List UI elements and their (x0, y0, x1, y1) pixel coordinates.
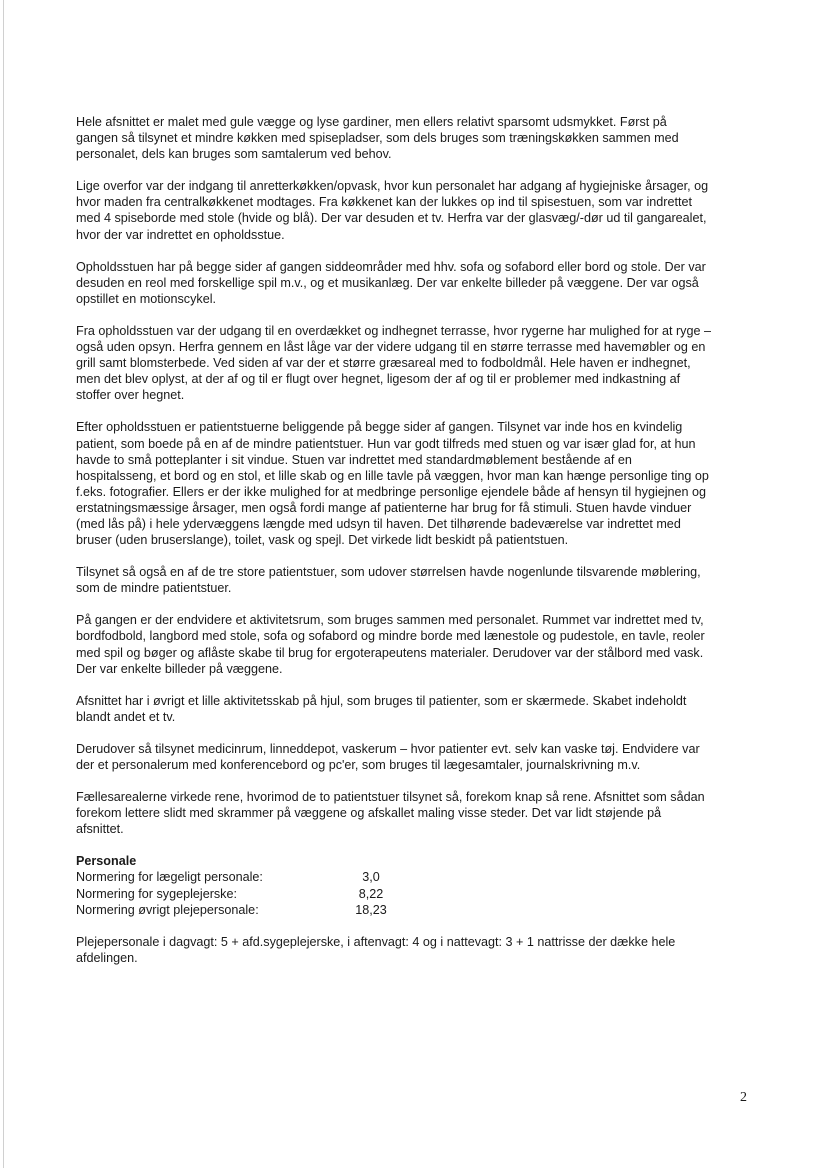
staff-row (76, 902, 712, 918)
page-number: 2 (740, 1090, 747, 1105)
section-heading-personale: Personale (76, 854, 137, 869)
staff-label: Normering for sygeplejerske: (76, 886, 237, 901)
scan-edge-line (3, 0, 4, 1168)
staff-value: 3,0 (362, 870, 380, 885)
paragraph-6: Tilsynet så også en af de tre store patientstuer, som udover størrelsen havde nogenlunde tilsvarende møblering, som de mindre patientstuer. (76, 565, 701, 596)
staff-label: Normering for lægeligt personale: (76, 870, 263, 885)
paragraph-1: Hele afsnittet er malet med gule vægge og lyse gardiner, men ellers relativt sparsomt udsmykket. Først på gangen så tilsynet et mindre køkken med spisepladser, som dels bruges som træningskøkken sammen med personalet, dels kan bruges som samtalerum ved behov. (76, 115, 679, 162)
staff-row (76, 886, 712, 902)
staffing-note: Plejepersonale i dagvagt: 5 + afd.sygeplejerske, i aftenvagt: 4 og i nattevagt: 3 + 1 nattrisse der dække hele afdelingen. (76, 934, 676, 965)
paragraph-10: Fællesarealerne virkede rene, hvorimod de to patientstuer tilsynet så, forekom knap så rene. Afsnittet som sådan forekom lettere slidt med skrammer på væggene og afskallet maling visse steder. Det var lidt støjende på afsnittet. (76, 790, 705, 837)
paragraph-5: Efter opholdsstuen er patientstuerne beliggende på begge sider af gangen. Tilsynet var inde hos en kvindelig patient, som boede på en af de mindre patientstuer. Hun var godt tilfreds med stuen og var især glad for, at hun havde to små potteplanter i sit vindue. Stuen var indrettet med standardmøblement bestående af en hospitalsseng, et bord og en stol, et lille skab og en lille tavle på væggen, hvor man kan hænge personlige ting op f.eks. fotografier. Ellers er der ikke mulighed for at medbringe personlige ejendele både af hensyn til hygiejnen og erstatningsmæssige årsager, men også fordi mange af patienterne har brug for få stimuli. Stuen havde vinduer (med lås på) i hele ydervæggens længde med udsyn til haven. Det tilhørende badeværelse var indrettet med bruser (uden bruserslange), toilet, vask og spejl. Det virkede lidt beskidt på patientstuen. (76, 420, 709, 548)
paragraph-9: Derudover så tilsynet medicinrum, linneddepot, vaskerum – hvor patienter evt. selv kan vaske tøj. Endvidere var der et personalerum med konferencebord og pc'er, som bruges til lægesamtaler, journalskrivning m.v. (76, 741, 700, 772)
staff-value: 8,22 (358, 886, 384, 901)
staff-row (76, 869, 712, 885)
paragraph-4: Fra opholdsstuen var der udgang til en overdækket og indhegnet terrasse, hvor rygerne har mulighed for at ryge – også uden opsyn. Herfra gennem en låst låge var der videre udgang til en større terrasse med havemøbler og en grill samt blomsterbede. Ved siden af var der et større græsareal med to fodboldmål. Hele haven er indhegnet, men det blev oplyst, at der af og til er flugt over hegnet, ligesom der af og til er problemer med indkastning af stoffer over hegnet. (76, 323, 711, 403)
paragraph-3: Opholdsstuen har på begge sider af gangen siddeområder med hhv. sofa og sofabord eller bord og stole. Der var desuden en reol med forskellige spil m.v., og et musikanlæg. Der var enkelte billeder på væggene. Der var også opstillet en motionscykel. (76, 259, 706, 306)
document-body (76, 114, 712, 982)
staff-norms-table (76, 869, 712, 917)
staff-label: Normering øvrigt plejepersonale: (76, 902, 259, 917)
staff-value: 18,23 (355, 902, 387, 917)
paragraph-2: Lige overfor var der indgang til anretterkøkken/opvask, hvor kun personalet har adgang af hygiejniske årsager, og hvor maden fra centralkøkkenet modtages. Fra køkkenet kan der lukkes op ind til spisestuen, som var indrettet med 4 spiseborde med stole (hvide og blå). Der var desuden et tv. Herfra var der glasvæg/-dør ud til gangarealet, hvor der var indrettet en opholdsstue. (76, 179, 709, 242)
paragraph-7: På gangen er der endvidere et aktivitetsrum, som bruges sammen med personalet. Rummet var indrettet med tv, bordfodbold, langbord med stole, sofa og sofabord og mindre borde med lænestole og pudestole, en tavle, reoler med spil og bøger og aflåste skabe til brug for ergoterapeutens materialer. Derudover var der stålbord med vask. Der var enkelte billeder på væggene. (76, 613, 705, 676)
paragraph-8: Afsnittet har i øvrigt et lille aktivitetsskab på hjul, som bruges til patienter, som er skærmede. Skabet indeholdt blandt andet et tv. (76, 693, 687, 724)
